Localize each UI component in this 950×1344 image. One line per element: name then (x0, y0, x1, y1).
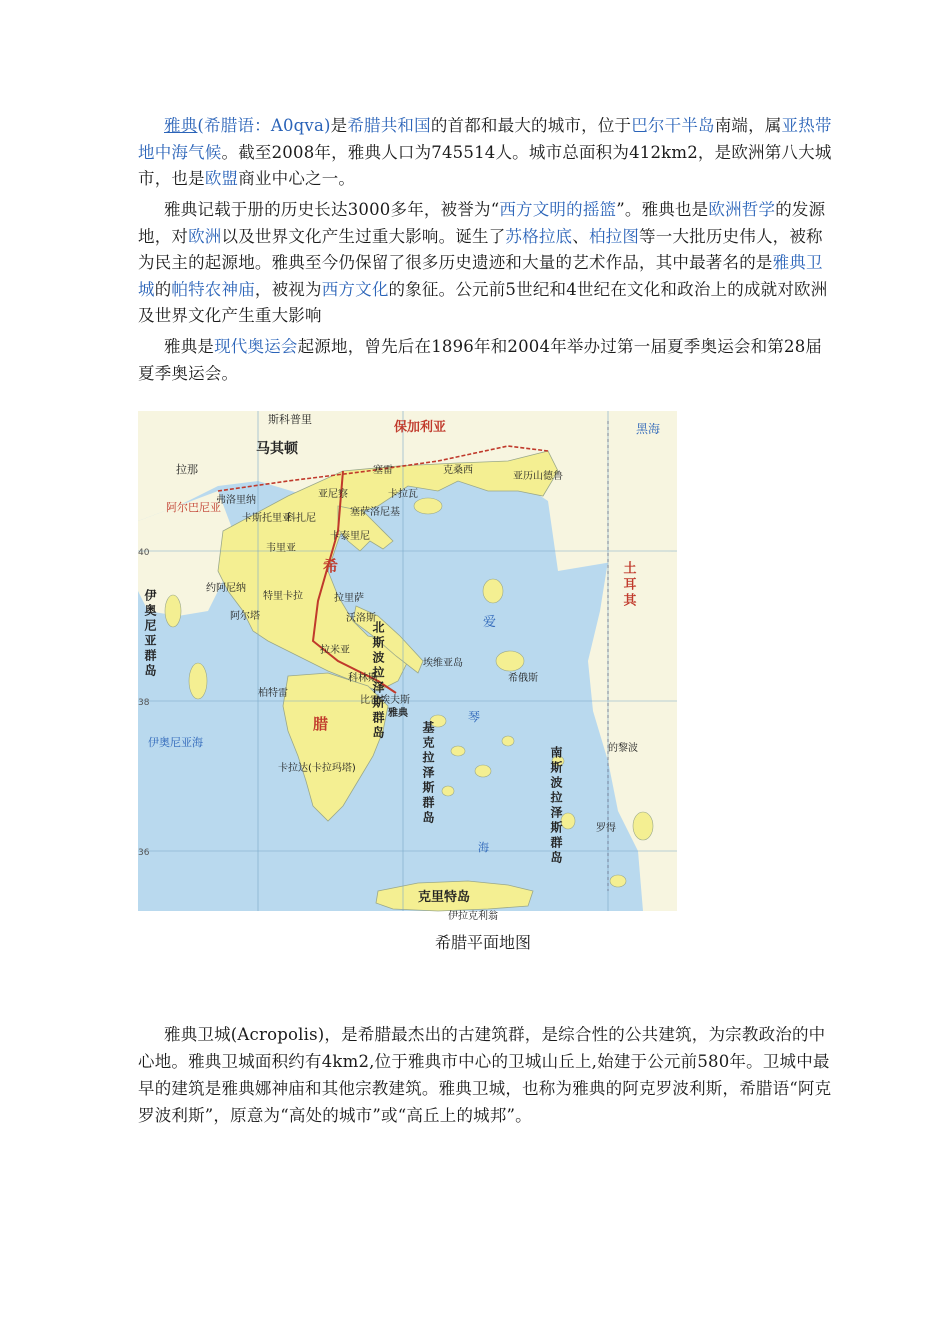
inline-link[interactable]: 西方文化 (321, 279, 389, 299)
map-label: 拉里萨 (334, 593, 364, 604)
inline-link[interactable]: 欧洲哲学 (708, 200, 776, 219)
text-run: 是 (330, 116, 348, 135)
map-label: 的黎波 (608, 743, 638, 754)
inline-link[interactable]: 巴尔干半岛 (631, 116, 715, 135)
map-label: 阿尔巴尼亚 (166, 501, 221, 514)
map-label: 亚尼察 (318, 489, 348, 500)
history-paragraph (138, 197, 838, 330)
map-label: 塞萨洛尼基 (350, 507, 400, 518)
map-label: 阿尔塔 (230, 611, 260, 622)
inline-link[interactable]: 欧洲 (188, 226, 222, 246)
map-label: 克桑西 (443, 465, 473, 476)
map-label: 土耳其 (620, 561, 636, 609)
inline-link[interactable]: 西方文明的摇篮 (499, 200, 617, 219)
map-label: 特里卡拉 (263, 591, 303, 602)
intro-paragraph (138, 113, 838, 193)
map-label: 罗得 (596, 823, 616, 834)
map-caption: 希腊平面地图 (434, 933, 531, 952)
inline-link[interactable]: 希腊共和国 (347, 116, 431, 135)
map-label: 克里特岛 (418, 890, 471, 905)
olympics-paragraph (138, 334, 838, 387)
inline-link[interactable]: 亚热带地中海气候 (138, 116, 832, 162)
text-run: 的 (154, 279, 172, 299)
text-run: 起源地，曾先后在1896年和2004年举办过第一届夏季奥运会和第28届夏季奥运会。 (138, 337, 823, 383)
map-label: 卡斯托里亚 (242, 513, 292, 524)
map-label: 斯科普里 (268, 413, 312, 426)
greece-map-svg (138, 411, 677, 929)
map-label: 基克拉泽斯群岛 (421, 721, 435, 826)
map-label: 卡拉瓦 (388, 489, 418, 500)
text-run: 雅典记载于册的历史长达3000多年，被誉为“ (164, 200, 500, 219)
text-run: 商业中心之一。 (238, 169, 356, 188)
greece-map (138, 411, 677, 929)
map-label: 伊拉克利翁 (448, 911, 498, 922)
inline-link[interactable]: 柏拉图 (588, 226, 640, 246)
map-label: 卡拉达(卡拉玛塔) (278, 763, 356, 774)
map-label: 40 (138, 548, 150, 558)
map-label: 伊奥尼亚群岛 (143, 589, 157, 679)
map-label: 希俄斯 (508, 673, 538, 684)
map-label: 南斯波拉泽斯群岛 (549, 746, 563, 866)
map-label: 沃洛斯 (346, 613, 376, 624)
map-label: 柏特雷 (258, 688, 288, 699)
map-label: 海 (478, 841, 489, 854)
inline-link[interactable]: (希腊语：Α0qva) (197, 116, 331, 135)
inline-link[interactable]: 帕特农神庙 (171, 279, 255, 299)
acropolis-paragraph (138, 1021, 838, 1129)
map-label: 保加利亚 (394, 420, 447, 435)
text-run: ，被视为 (254, 279, 322, 299)
map-label: 腊 (313, 715, 329, 733)
map-label: 希 (323, 557, 339, 575)
map-label: 琴 (468, 710, 481, 724)
map-label: 弗洛里纳 (216, 495, 256, 506)
inline-link[interactable]: 雅典 (164, 116, 198, 135)
text-run: ”。雅典也是 (616, 200, 709, 219)
map-label: 拉那 (176, 463, 198, 476)
text-run: 、 (572, 226, 589, 246)
text-run: 等一大批历史伟人，被称为民主的起源地。雅典至今仍保留了很多历史遗迹和大量的艺术作品，其中最著名的是 (138, 226, 823, 272)
map-label: 科林斯 (348, 673, 378, 684)
map-label: 38 (138, 698, 150, 708)
map-label: 韦里亚 (266, 543, 296, 554)
text-run: 的发源地，对 (138, 200, 826, 246)
map-label: 埃维亚岛 (423, 658, 463, 669)
map-label: 北斯波拉泽斯群岛 (371, 621, 385, 741)
map-label: 科扎尼 (286, 513, 316, 524)
text-run: 雅典是 (164, 337, 215, 356)
inline-link[interactable]: 现代奥运会 (214, 337, 298, 356)
map-label: 拉米亚 (320, 645, 350, 656)
map-label: 比雷埃夫斯 (360, 695, 410, 706)
map-label: 雅典 (388, 708, 408, 719)
text-run: 雅典卫城(Acropolis)，是希腊最杰出的古建筑群，是综合性的公共建筑，为宗教政治的中心地。雅典卫城面积约有4km2,位于雅典市中心的卫城山丘上,始建于公元前580年。卫城中最早的建筑是雅典娜神庙和其他宗教建筑。雅典卫城，也称为雅典的阿克罗波利斯，希腊语“阿克罗波利斯”，原意为“高处的城市”或“高丘上的城邦”。 (138, 1025, 832, 1125)
inline-link[interactable]: 欧盟 (204, 169, 239, 188)
map-label: 伊奥尼亚海 (148, 736, 203, 749)
map-label: 塞雷 (373, 465, 393, 476)
text-run: 的象征。公元前5世纪和4世纪在文化和政治上的成就对欧洲及世界文化产生重大影响 (138, 279, 828, 325)
map-label: 爱 (483, 615, 497, 630)
inline-link[interactable]: 雅典卫城 (138, 253, 823, 299)
text-run: 以及世界文化产生过重大影响。诞生了 (221, 226, 506, 246)
map-label: 约阿尼纳 (206, 583, 246, 594)
text-run: 的首都和最大的城市，位于 (430, 116, 632, 135)
map-label: 黑海 (636, 422, 661, 436)
text-run: 南端，属 (714, 116, 782, 135)
text-run: 。截至2008年，雅典人口为745514人。城市总面积为412km2，是欧洲第八大城市，也是 (138, 142, 832, 188)
map-label: 卡泰里尼 (330, 531, 370, 542)
map-label: 亚历山德鲁 (513, 471, 563, 482)
map-label: 36 (138, 848, 150, 858)
inline-link[interactable]: 苏格拉底 (505, 226, 573, 246)
map-label: 马其顿 (256, 441, 298, 457)
